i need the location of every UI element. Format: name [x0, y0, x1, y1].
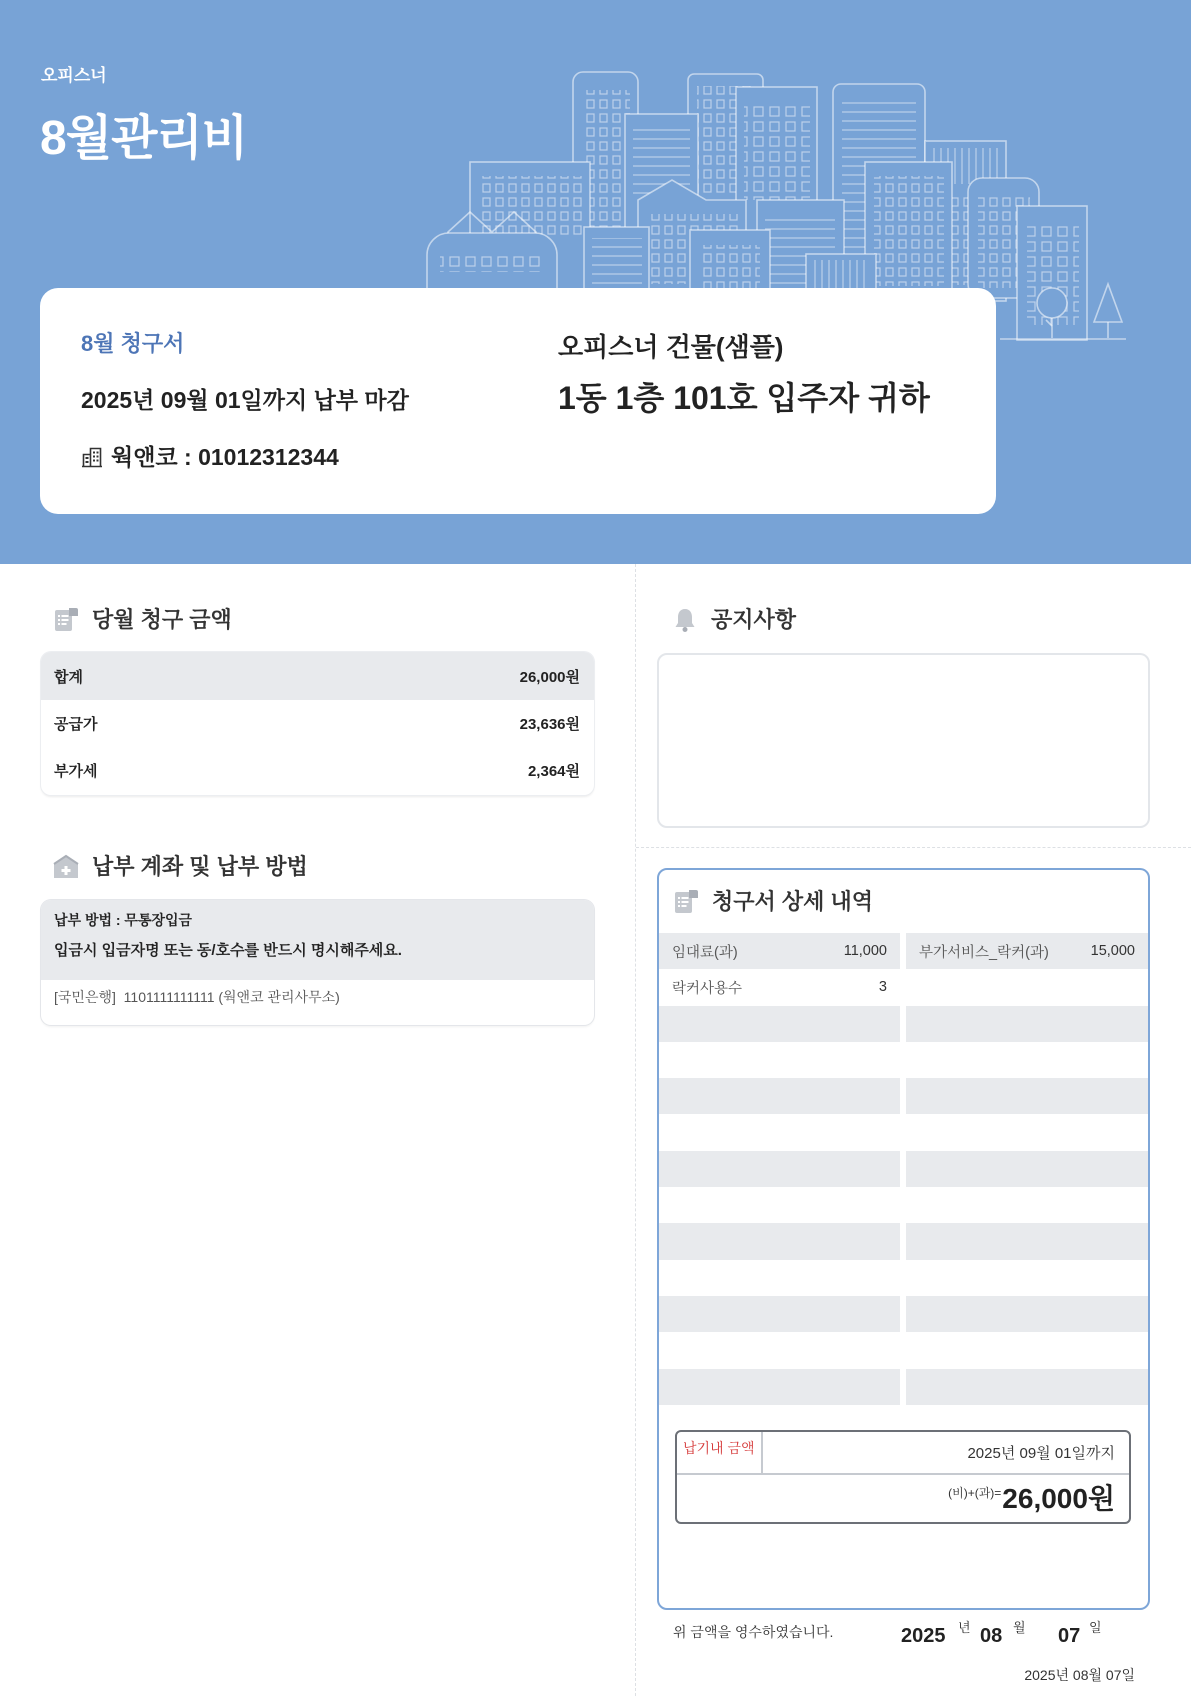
detail-item-value: 15,000 — [1090, 943, 1135, 960]
detail-item-value: 11,000 — [843, 943, 887, 960]
bank-icon — [52, 853, 80, 881]
detail-cell-left — [659, 1006, 900, 1042]
brand-name: 오피스너 — [41, 66, 107, 85]
amount-value: 2,364원 — [527, 763, 580, 780]
amount-label: 공급가 — [54, 715, 98, 733]
section-title: 공지사항 — [711, 607, 797, 632]
detail-item-label: 부가서비스_락커(과) — [919, 944, 1049, 961]
detail-row — [659, 1187, 1148, 1223]
due-label: 납기내 금액 — [683, 1440, 755, 1456]
building-outline — [865, 162, 952, 302]
due-date-cell — [763, 1432, 1129, 1473]
due-formula: (비)+(과)= — [948, 1486, 1002, 1500]
receipt-month-unit: 월 — [1013, 1620, 1026, 1635]
detail-cell-left — [659, 933, 900, 969]
detail-row — [659, 1369, 1148, 1405]
issued-date: 2025년 08월 07일 — [1024, 1667, 1135, 1683]
detail-cell-right — [906, 1187, 1148, 1223]
receipt-month: 08 — [980, 1625, 1003, 1647]
section-title: 납부 계좌 및 납부 방법 — [92, 854, 308, 879]
due-date: 2025년 09월 01일까지 — [967, 1445, 1115, 1462]
detail-cell-left — [659, 1078, 900, 1114]
amount-label: 합계 — [54, 668, 83, 686]
section-divider — [636, 847, 1191, 848]
section-title: 당월 청구 금액 — [92, 607, 232, 632]
due-total-row — [677, 1475, 1129, 1522]
receipt-day-unit: 일 — [1089, 1620, 1102, 1635]
detail-cell-left — [659, 1114, 900, 1150]
payment-section-heading — [52, 852, 308, 882]
detail-row — [659, 1114, 1148, 1150]
detail-cell-right — [906, 1078, 1148, 1114]
detail-cell-right — [906, 1114, 1148, 1150]
detail-cell-right — [906, 933, 1148, 969]
detail-cell-left — [659, 1223, 900, 1259]
detail-row — [659, 1223, 1148, 1259]
detail-row — [659, 1078, 1148, 1114]
header-banner — [0, 0, 1191, 564]
due-amount-box — [675, 1430, 1131, 1524]
invoice-detail-box — [657, 868, 1150, 1610]
receipt-year: 2025 — [901, 1625, 946, 1647]
building-icon — [81, 446, 103, 468]
detail-cell-left — [659, 1151, 900, 1187]
company-contact — [81, 443, 339, 471]
detail-grid — [659, 933, 1148, 1405]
due-header-row — [677, 1432, 1129, 1475]
detail-section-heading — [672, 887, 873, 917]
detail-cell-right — [906, 1296, 1148, 1332]
due-label-cell — [677, 1432, 763, 1473]
detail-cell-right — [906, 1006, 1148, 1042]
bank-account: [국민은행] 1101111111111 (웍앤코 관리사무소) — [54, 989, 340, 1005]
detail-row — [659, 933, 1148, 969]
building-name: 오피스너 건물(샘플) — [558, 332, 784, 362]
payment-deadline: 2025년 09월 01일까지 납부 마감 — [81, 387, 409, 413]
detail-cell-left — [659, 1369, 900, 1405]
column-divider — [635, 564, 636, 1696]
amount-row-total — [41, 652, 594, 700]
detail-row — [659, 1296, 1148, 1332]
receipt-statement: 위 금액을 영수하였습니다. — [673, 1624, 834, 1640]
detail-cell-left — [659, 969, 900, 1005]
page-title: 8월관리비 — [40, 112, 248, 165]
detail-cell-left — [659, 1332, 900, 1368]
amount-table — [41, 652, 594, 795]
detail-row — [659, 969, 1148, 1005]
receipt-year-unit: 년 — [958, 1620, 971, 1635]
due-total-amount: 26,000원 — [1002, 1482, 1115, 1514]
amount-label: 부가세 — [54, 763, 98, 780]
notice-section-heading — [671, 605, 796, 635]
amount-row-supply — [41, 700, 594, 746]
detail-cell-right — [906, 969, 1148, 1005]
detail-row — [659, 1151, 1148, 1187]
detail-cell-right — [906, 1042, 1148, 1078]
detail-row — [659, 1006, 1148, 1042]
detail-cell-right — [906, 1151, 1148, 1187]
company-phone: 웍앤코 : 01012312344 — [111, 444, 339, 470]
bell-icon — [671, 606, 699, 634]
detail-row — [659, 1332, 1148, 1368]
payment-info-box — [41, 900, 594, 1025]
detail-cell-right — [906, 1332, 1148, 1368]
detail-item-label: 임대료(과) — [672, 944, 738, 961]
recipient-name: 1동 1층 101호 입주자 귀하 — [558, 380, 930, 416]
notice-box — [657, 653, 1150, 828]
detail-cell-left — [659, 1296, 900, 1332]
detail-cell-right — [906, 1223, 1148, 1259]
detail-row — [659, 1042, 1148, 1078]
payment-method: 납부 방법 : 무통장입금 — [54, 912, 193, 928]
amount-row-vat — [41, 746, 594, 795]
detail-row — [659, 1260, 1148, 1296]
invoice-label: 8월 청구서 — [81, 331, 185, 356]
receipt-day: 07 — [1058, 1625, 1081, 1647]
summary-card — [40, 288, 996, 514]
amount-value: 23,636원 — [519, 715, 580, 733]
amount-section-heading — [52, 605, 232, 635]
detail-item-label: 락커사용수 — [672, 980, 743, 997]
tree-outline — [1094, 284, 1122, 338]
detail-cell-left — [659, 1042, 900, 1078]
amount-value: 26,000원 — [519, 668, 580, 686]
section-title: 청구서 상세 내역 — [712, 889, 873, 914]
detail-cell-right — [906, 1369, 1148, 1405]
detail-cell-left — [659, 1187, 900, 1223]
detail-cell-right — [906, 1260, 1148, 1296]
detail-cell-left — [659, 1260, 900, 1296]
receipt-icon — [672, 888, 700, 916]
receipt-icon — [52, 606, 80, 634]
payment-notice: 입금시 입금자명 또는 동/호수를 반드시 명시해주세요. — [54, 942, 402, 959]
detail-item-value: 3 — [878, 979, 887, 996]
